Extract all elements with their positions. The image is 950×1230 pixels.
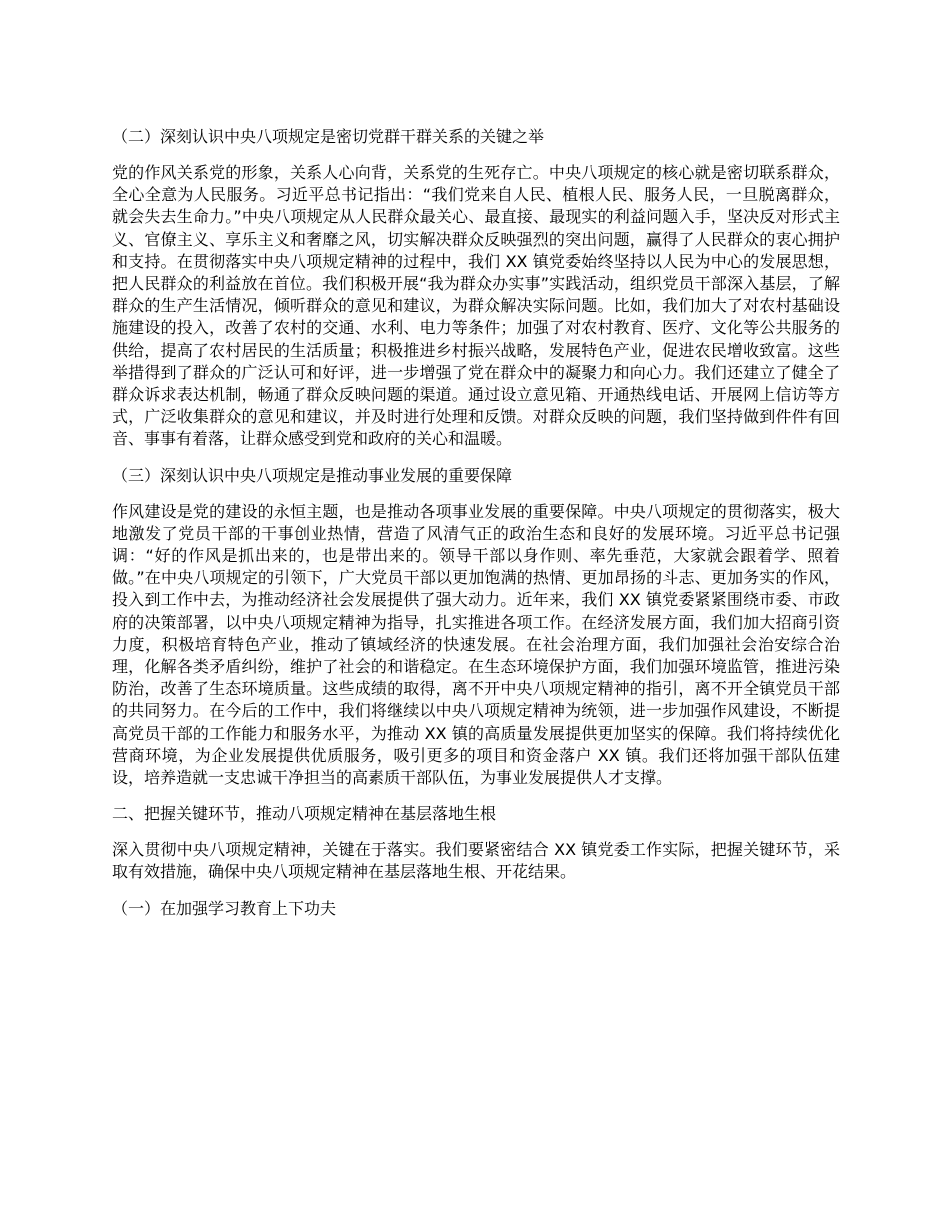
section-2-paragraph: 党的作风关系党的形象，关系人心向背，关系党的生死存亡。中央八项规定的核心就是密切联系群众，全心全意为人民服务。习近平总书记指出：“我们党来自人民、植根人民、服务人民，一旦脱离群众，就会失去生命力。”中央八项规定从人民群众最关心、最直接、最现实的利益问题入手，坚决反对形式主义、官僚主义、享乐主义和奢靡之风，切实解决群众反映强烈的突出问题，赢得了人民群众的衷心拥护和支持。在贯彻落实中央八项规定精神的过程中，我们 XX 镇党委始终坚持以人民为中心的发展思想，把人民群众的利益放在首位。我们积极开展“我为群众办实事”实践活动，组织党员干部深入基层，了解群众的生产生活情况，倾听群众的意见和建议，为群众解决实际问题。比如，我们加大了对农村基础设施建设的投入，改善了农村的交通、水利、电力等条件；加强了对农村教育、医疗、文化等公共服务的供给，提高了农村居民的生活质量；积极推进乡村振兴战略，发展特色产业，促进农民增收致富。这些举措得到了群众的广泛认可和好评，进一步增强了党在群众中的凝聚力和向心力。我们还建立了健全了群众诉求表达机制，畅通了群众反映问题的渠道。通过设立意见箱、开通热线电话、开展网上信访等方式，广泛收集群众的意见和建议，并及时进行处理和反馈。对群众反映的问题，我们坚持做到件件有回音、事事有着落，让群众感受到党和政府的关心和温暖。 [112,163,840,449]
part-2-heading: 二、把握关键环节，推动八项规定精神在基层落地生根 [112,804,497,824]
section-3-heading: （三）深刻认识中央八项规定是推动事业发展的重要保障 [112,465,513,485]
section-2-heading: （二）深刻认识中央八项规定是密切党群干群关系的关键之举 [112,127,545,146]
section-3-paragraph: 作风建设是党的建设的永恒主题，也是推动各项事业发展的重要保障。中央八项规定的贯彻落实，极大地激发了党员干部的干事创业热情，营造了风清气正的政治生态和良好的发展环境。习近平总书记强调：“好的作风是抓出来的，也是带出来的。领导干部以身作则、率先垂范，大家就会跟着学、照着做。”在中央八项规定的引领下，广大党员干部以更加饱满的热情、更加昂扬的斗志、更加务实的作风，投入到工作中去，为推动经济社会发展提供了强大动力。近年来，我们 XX 镇党委紧紧围绕市委、市政府的决策部署，以中央八项规定精神为指导，扎实推进各项工作。在经济发展方面，我们加大招商引资力度，积极培育特色产业，推动了镇域经济的快速发展。在社会治理方面，我们加强社会治安综合治理，化解各类矛盾纠纷，维护了社会的和谐稳定。在生态环境保护方面，我们加强环境监管，推进污染防治，改善了生态环境质量。这些成绩的取得，离不开中央八项规定精神的指引，离不开全镇党员干部的共同努力。在今后的工作中，我们将继续以中央八项规定精神为统领，进一步加强作风建设，不断提高党员干部的工作能力和服务水平，为推动 XX 镇的高质量发展提供更加坚实的保障。我们将持续优化营商环境，为企业发展提供优质服务，吸引更多的项目和资金落户 XX 镇。我们还将加强干部队伍建设，培养造就一支忠诚干净担当的高素质干部队伍，为事业发展提供人才支撑。 [112,501,840,788]
subsection-1-heading: （一）在加强学习教育上下功夫 [112,898,337,918]
part-2-paragraph: 深入贯彻中央八项规定精神，关键在于落实。我们要紧密结合 XX 镇党委工作实际，把握关键环节，采取有效措施，确保中央八项规定精神在基层落地生根、开花结果。 [112,840,840,882]
